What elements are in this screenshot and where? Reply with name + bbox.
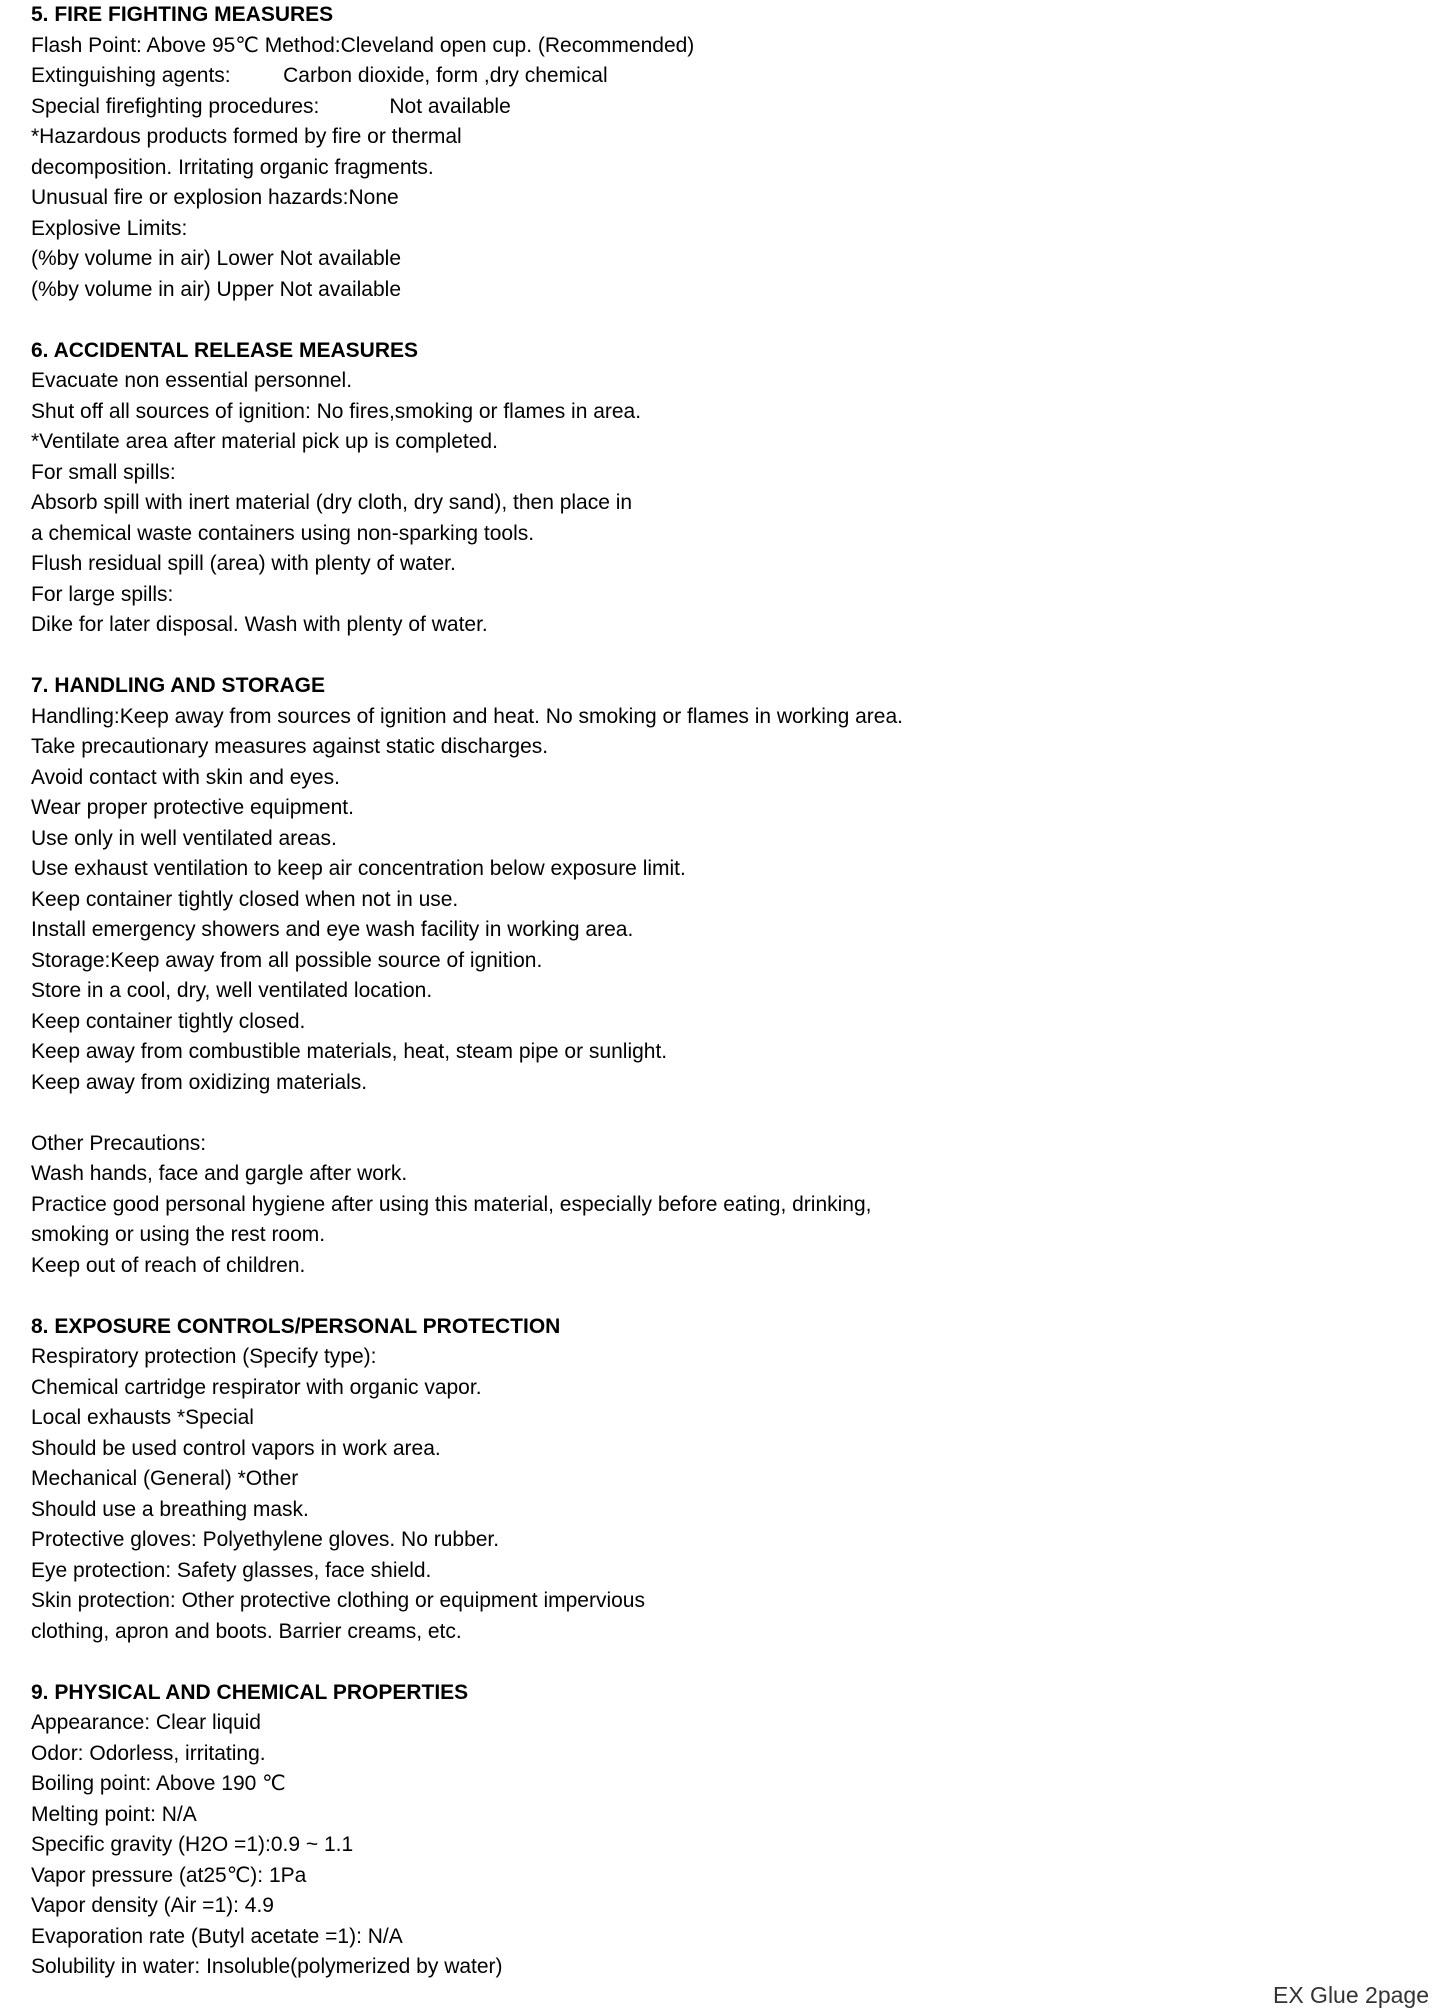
text-line: Take precautionary measures against static discharges. bbox=[31, 735, 549, 758]
text-line: Avoid contact with skin and eyes. bbox=[31, 765, 340, 789]
text-line: Keep away from oxidizing materials. bbox=[31, 1070, 368, 1094]
text-line: Keep container tightly closed when not in use. bbox=[31, 887, 459, 911]
text-line: Unusual fire or explosion hazards:None bbox=[31, 186, 399, 209]
text-line: Vapor density (Air =1): 4.9 bbox=[31, 1894, 274, 1917]
text-line: Handling:Keep away from sources of ignition and heat. No smoking or flames in working area. bbox=[31, 704, 903, 728]
text-line: Wear proper protective equipment. bbox=[31, 796, 354, 819]
text-line: Shut off all sources of ignition: No fires,smoking or flames in area. bbox=[31, 399, 642, 423]
text-line: Local exhausts *Special bbox=[31, 1406, 254, 1429]
text-line: Chemical cartridge respirator with organic vapor. bbox=[31, 1375, 482, 1399]
text-line: Flash Point: Above 95℃ Method:Cleveland open cup. (Recommended) bbox=[31, 33, 695, 57]
text-line: *Hazardous products formed by fire or thermal bbox=[31, 125, 462, 148]
page-footer-label: EX Glue 2page bbox=[1272, 1982, 1429, 2008]
text-line: Skin protection: Other protective clothing or equipment impervious bbox=[31, 1589, 645, 1612]
text-line: Should be used control vapors in work area. bbox=[31, 1436, 441, 1460]
text-line: Keep container tightly closed. bbox=[31, 1009, 306, 1033]
text-line: Odor: Odorless, irritating. bbox=[31, 1741, 266, 1765]
text-line: Evacuate non essential personnel. bbox=[31, 369, 353, 392]
text-line: Appearance: Clear liquid bbox=[31, 1711, 261, 1734]
text-line: Eye protection: Safety glasses, face shield. bbox=[31, 1558, 432, 1582]
text-line: Solubility in water: Insoluble(polymerized by water) bbox=[31, 1955, 503, 1978]
subheading-other-precautions: Other Precautions: bbox=[31, 1131, 207, 1155]
section-fire-fighting bbox=[31, 0, 1421, 305]
text-line: Protective gloves: Polyethylene gloves. No rubber. bbox=[31, 1528, 500, 1551]
text-line: For small spills: bbox=[31, 460, 176, 484]
text-line: Flush residual spill (area) with plenty of water. bbox=[31, 552, 456, 575]
text-line: decomposition. Irritating organic fragments. bbox=[31, 155, 434, 179]
text-line: Respiratory protection (Specify type): bbox=[31, 1345, 377, 1368]
section-accidental-release bbox=[31, 336, 1421, 641]
text-line: Keep out of reach of children. bbox=[31, 1253, 306, 1277]
section-title: 6. ACCIDENTAL RELEASE MEASURES bbox=[31, 338, 418, 362]
text-line: Specific gravity (H2O =1):0.9 ~ 1.1 bbox=[31, 1833, 354, 1856]
text-line: Keep away from combustible materials, heat, steam pipe or sunlight. bbox=[31, 1040, 668, 1063]
text-line: Use exhaust ventilation to keep air concentration below exposure limit. bbox=[31, 857, 686, 880]
section-title: 5. FIRE FIGHTING MEASURES bbox=[31, 3, 334, 26]
text-line: Wash hands, face and gargle after work. bbox=[31, 1162, 408, 1185]
text-line: Should use a breathing mask. bbox=[31, 1497, 309, 1521]
text-line: smoking or using the rest room. bbox=[31, 1223, 326, 1246]
text-line: Mechanical (General) *Other bbox=[31, 1467, 299, 1490]
text-line: Extinguishing agents: Carbon dioxide, form ,dry chemical bbox=[31, 64, 608, 87]
text-line: Absorb spill with inert material (dry cloth, dry sand), then place in bbox=[31, 491, 633, 514]
text-line: (%by volume in air) Upper Not available bbox=[31, 277, 401, 301]
section-title: 8. EXPOSURE CONTROLS/PERSONAL PROTECTION bbox=[31, 1314, 561, 1338]
section-exposure-controls bbox=[31, 1312, 1421, 1648]
text-line: Melting point: N/A bbox=[31, 1802, 197, 1826]
text-line: Explosive Limits: bbox=[31, 216, 188, 240]
text-line: clothing, apron and boots. Barrier creams, etc. bbox=[31, 1619, 462, 1643]
text-line: Special firefighting procedures: Not available bbox=[31, 94, 511, 118]
text-line: (%by volume in air) Lower Not available bbox=[31, 247, 401, 270]
section-handling-storage bbox=[31, 671, 1421, 1281]
text-line: Store in a cool, dry, well ventilated location. bbox=[31, 979, 433, 1002]
text-line: Dike for later disposal. Wash with plenty of water. bbox=[31, 613, 488, 636]
text-line: Vapor pressure (at25℃): 1Pa bbox=[31, 1863, 307, 1887]
text-line: Use only in well ventilated areas. bbox=[31, 826, 337, 850]
text-line: *Ventilate area after material pick up is completed. bbox=[31, 430, 498, 453]
text-line: Practice good personal hygiene after using this material, especially before eating, drinking, bbox=[31, 1192, 872, 1216]
section-title: 7. HANDLING AND STORAGE bbox=[31, 674, 326, 697]
spacer bbox=[31, 1098, 1421, 1129]
section-title: 9. PHYSICAL AND CHEMICAL PROPERTIES bbox=[31, 1680, 469, 1704]
document-page bbox=[31, 0, 1421, 2013]
text-line: Storage:Keep away from all possible source of ignition. bbox=[31, 948, 543, 972]
text-line: Boiling point: Above 190 ℃ bbox=[31, 1772, 286, 1795]
text-line: a chemical waste containers using non-sparking tools. bbox=[31, 521, 535, 545]
text-line: Evaporation rate (Butyl acetate =1): N/A bbox=[31, 1924, 403, 1948]
text-line: For large spills: bbox=[31, 582, 174, 606]
section-physical-chemical bbox=[31, 1678, 1421, 1983]
text-line: Install emergency showers and eye wash facility in working area. bbox=[31, 918, 634, 941]
